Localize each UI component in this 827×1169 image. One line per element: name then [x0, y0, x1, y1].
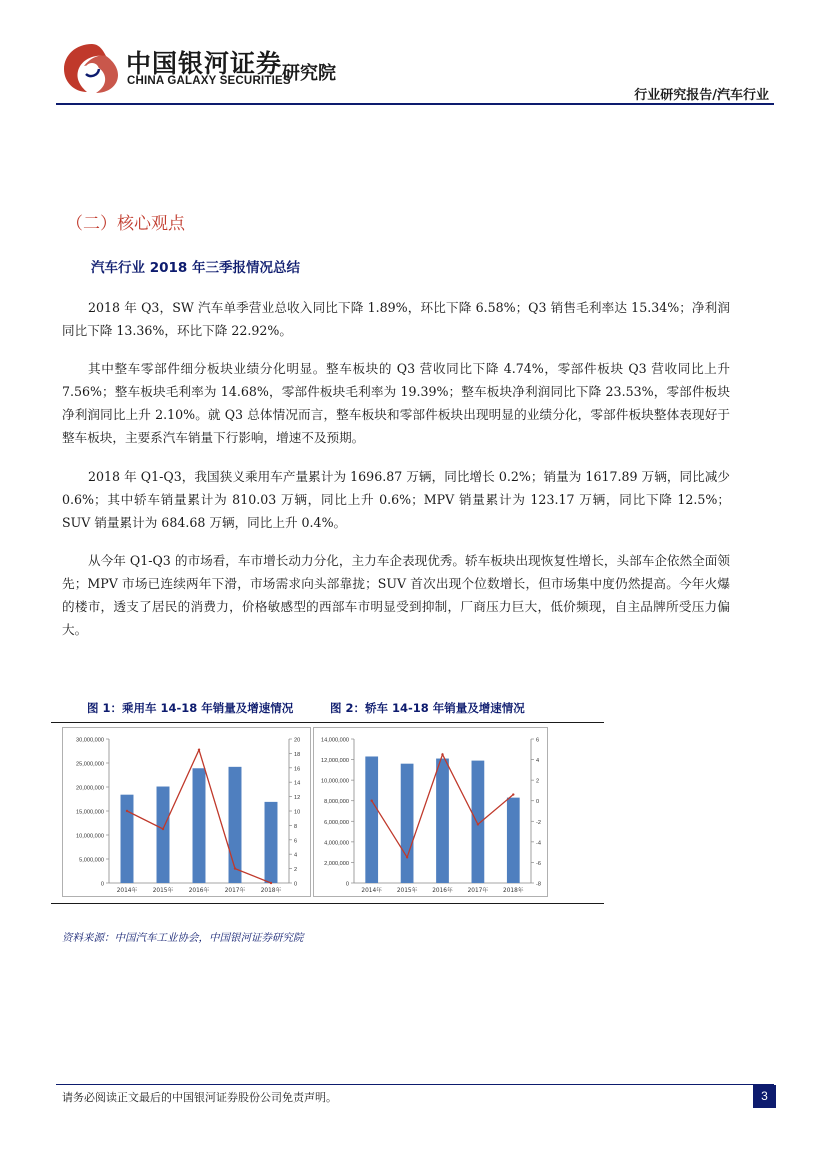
page-header [0, 0, 827, 105]
growth-point [477, 823, 479, 825]
growth-point [270, 882, 272, 884]
growth-point [126, 810, 128, 812]
bar [472, 761, 485, 883]
galaxy-logo-icon [62, 42, 120, 94]
y2-tick-label: 4 [294, 852, 298, 859]
growth-point [512, 793, 514, 795]
paragraph: 其中整车零部件细分板块业绩分化明显。整车板块的 Q3 营收同比下降 4.74%，零部件板块 Q3 营收同比上升 7.56%；整车板块毛利率为 14.68%，零部件板块毛利率为 19.39%；整车板块净利润同比下降 23.53%，零部件板块净利润同比上升 2.10%。就 Q3 总体情况而言，整车板块和零部件板块出现明显的业绩分化，零部件板块整体表现好于整车板块，主要系汽车销量下行影响，增速不及预期。 [62, 361, 730, 445]
y2-tick-label: 10 [294, 809, 301, 816]
y2-tick-label: 12 [294, 795, 301, 802]
figure-2-title: 图 2：轿车 14-18 年销量及增速情况 [330, 701, 525, 715]
y2-tick-label: -6 [536, 860, 541, 867]
bar [507, 798, 520, 883]
y2-tick-label: 0 [536, 799, 540, 806]
y-tick-label: 10,000,000 [76, 833, 104, 840]
y2-tick-label: 18 [294, 751, 301, 758]
chart-sedan [313, 727, 548, 897]
y-tick-label: 0 [100, 881, 104, 888]
y2-tick-label: 6 [294, 838, 298, 845]
y-tick-label: 8,000,000 [324, 799, 349, 806]
section-subtitle: 汽车行业 2018 年三季报情况总结 [91, 260, 300, 276]
y-tick-label: 2,000,000 [324, 860, 349, 867]
chart-2-svg [314, 728, 549, 898]
y-tick-label: 20,000,000 [76, 785, 104, 792]
x-tick-label: 2018年 [503, 888, 524, 894]
bar [265, 802, 278, 883]
report-type: 行业研究报告/汽车行业 [634, 88, 769, 103]
y2-tick-label: 2 [294, 867, 298, 874]
y-tick-label: 6,000,000 [324, 819, 349, 826]
x-tick-label: 2014年 [116, 888, 138, 894]
paragraph: 2018 年 Q3，SW 汽车单季营业总收入同比下降 1.89%，环比下降 6.58%；Q3 销售毛利率达 15.34%；净利润同比下降 13.36%，环比下降 22.92%。 [62, 300, 730, 338]
y-tick-label: 25,000,000 [76, 761, 104, 768]
growth-point [406, 856, 408, 858]
institute-name: 研究院 [282, 63, 336, 84]
y-tick-label: 30,000,000 [76, 737, 104, 744]
paragraph: 2018 年 Q1-Q3，我国狭义乘用车产量累计为 1696.87 万辆，同比增长 0.2%；销量为 1617.89 万辆，同比减少 0.6%；其中轿车销量累计为 810.03 万辆，同比上升 0.6%；MPV 销量累计为 123.17 万辆，同比下降 12.5%；SUV 销量累计为 684.68 万辆，同比上升 0.4%。 [62, 469, 730, 530]
y2-tick-label: 6 [536, 737, 540, 744]
x-tick-label: 2017年 [467, 888, 489, 894]
y2-tick-label: -4 [536, 840, 541, 847]
y-tick-label: 15,000,000 [76, 809, 104, 816]
section-title: （二）核心观点 [66, 214, 185, 234]
y-tick-label: 12,000,000 [321, 758, 349, 765]
y2-tick-label: 20 [294, 737, 301, 744]
bar [436, 759, 449, 883]
y2-tick-label: 4 [536, 758, 540, 765]
y-tick-label: 0 [345, 881, 349, 888]
x-tick-label: 2016年 [188, 888, 210, 894]
growth-point [198, 749, 200, 751]
y-tick-label: 14,000,000 [321, 737, 349, 744]
x-tick-label: 2015年 [396, 888, 418, 894]
x-tick-label: 2017年 [224, 888, 246, 894]
y-tick-label: 4,000,000 [324, 840, 349, 847]
growth-point [162, 828, 164, 830]
x-tick-label: 2014年 [361, 888, 382, 894]
y-tick-label: 10,000,000 [321, 778, 349, 785]
disclaimer: 请务必阅读正文最后的中国银河证券股份公司免责声明。 [62, 1091, 337, 1104]
y2-tick-label: -2 [536, 819, 541, 826]
y2-tick-label: 8 [294, 823, 298, 830]
brand-name-cn: 中国银河证券 [126, 49, 283, 78]
bar [365, 756, 378, 883]
page-number: 3 [753, 1085, 776, 1108]
chart-passenger-car [62, 727, 311, 897]
y2-tick-label: 0 [294, 881, 298, 888]
brand-name-en: CHINA GALAXY SECURITIES [127, 75, 291, 87]
bar [157, 787, 170, 883]
x-tick-label: 2015年 [152, 888, 174, 894]
growth-point [234, 867, 236, 869]
bar [229, 767, 242, 883]
bar [193, 768, 206, 883]
paragraph: 从今年 Q1-Q3 的市场看，车市增长动力分化，主力车企表现优秀。轿车板块出现恢复性增长，头部车企依然全面领先；MPV 市场已连续两年下滑，市场需求向头部靠拢；SUV 首次出现个位数增长，但市场集中度仍然提高。今年火爆的楼市，透支了居民的消费力，价格敏感型的西部车市明显受到抑制，厂商压力巨大，低价频现，自主品牌所受压力偏大。 [62, 553, 730, 637]
y2-tick-label: 2 [536, 778, 540, 785]
x-tick-label: 2018年 [260, 888, 282, 894]
x-tick-label: 2016年 [432, 888, 453, 894]
bar [401, 764, 414, 883]
y2-tick-label: 14 [294, 780, 301, 787]
growth-point [371, 800, 373, 802]
growth-point [441, 753, 443, 755]
footer-divider [56, 1084, 774, 1085]
y-tick-label: 5,000,000 [79, 857, 104, 864]
figure-1-title: 图 1：乘用车 14-18 年销量及增速情况 [87, 701, 294, 715]
bar [121, 795, 134, 883]
y2-tick-label: 16 [294, 766, 301, 773]
chart-1-svg [63, 728, 312, 898]
figure-source: 资料来源：中国汽车工业协会，中国银河证券研究院 [62, 932, 304, 944]
header-divider [56, 103, 774, 105]
y2-tick-label: -8 [536, 881, 541, 888]
